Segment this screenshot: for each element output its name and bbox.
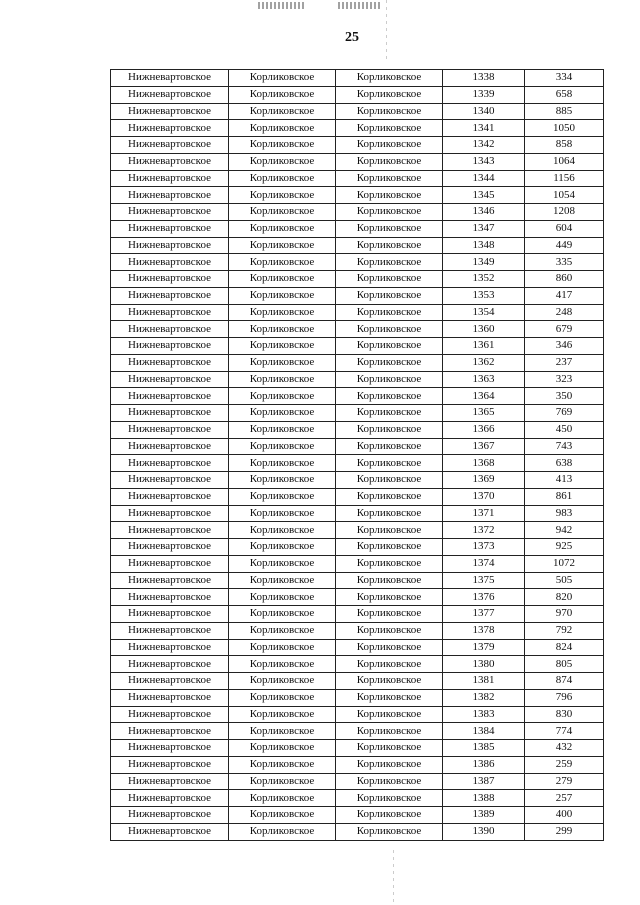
deposit-cell: Корликовское (336, 354, 443, 371)
value-cell: 417 (525, 287, 604, 304)
value-cell: 432 (525, 740, 604, 757)
value-cell: 820 (525, 589, 604, 606)
table-body (111, 70, 604, 841)
deposit-cell: Корликовское (336, 170, 443, 187)
value-cell: 604 (525, 220, 604, 237)
licence-area-cell: Корликовское (229, 421, 336, 438)
number-cell: 1372 (443, 522, 525, 539)
value-cell: 769 (525, 405, 604, 422)
field-cell: Нижневартовское (111, 287, 229, 304)
licence-area-cell: Корликовское (229, 555, 336, 572)
licence-area-cell: Корликовское (229, 388, 336, 405)
licence-area-cell: Корликовское (229, 220, 336, 237)
number-cell: 1368 (443, 455, 525, 472)
value-cell: 792 (525, 622, 604, 639)
licence-area-cell: Корликовское (229, 153, 336, 170)
field-cell: Нижневартовское (111, 304, 229, 321)
licence-area-cell: Корликовское (229, 790, 336, 807)
table-row (111, 304, 604, 321)
deposit-cell: Корликовское (336, 237, 443, 254)
licence-area-cell: Корликовское (229, 740, 336, 757)
deposit-cell: Корликовское (336, 488, 443, 505)
field-cell: Нижневартовское (111, 137, 229, 154)
value-cell: 323 (525, 371, 604, 388)
table-row (111, 773, 604, 790)
value-cell: 259 (525, 756, 604, 773)
deposit-cell: Корликовское (336, 220, 443, 237)
table-row (111, 170, 604, 187)
licence-area-cell: Корликовское (229, 338, 336, 355)
value-cell: 299 (525, 823, 604, 840)
number-cell: 1342 (443, 137, 525, 154)
table-row (111, 153, 604, 170)
licence-area-cell: Корликовское (229, 505, 336, 522)
licence-area-cell: Корликовское (229, 472, 336, 489)
table-row (111, 120, 604, 137)
licence-area-cell: Корликовское (229, 86, 336, 103)
table-row (111, 388, 604, 405)
field-cell: Нижневартовское (111, 421, 229, 438)
field-cell: Нижневартовское (111, 807, 229, 824)
licence-area-cell: Корликовское (229, 120, 336, 137)
table-row (111, 488, 604, 505)
licence-area-cell: Корликовское (229, 455, 336, 472)
licence-area-cell: Корликовское (229, 689, 336, 706)
number-cell: 1383 (443, 706, 525, 723)
table-row (111, 522, 604, 539)
field-cell: Нижневартовское (111, 455, 229, 472)
deposit-cell: Корликовское (336, 706, 443, 723)
number-cell: 1360 (443, 321, 525, 338)
deposit-cell: Корликовское (336, 187, 443, 204)
licence-area-cell: Корликовское (229, 723, 336, 740)
value-cell: 679 (525, 321, 604, 338)
value-cell: 942 (525, 522, 604, 539)
licence-area-cell: Корликовское (229, 488, 336, 505)
table-row (111, 438, 604, 455)
field-cell: Нижневартовское (111, 338, 229, 355)
licence-area-cell: Корликовское (229, 673, 336, 690)
table-row (111, 338, 604, 355)
field-cell: Нижневартовское (111, 823, 229, 840)
deposit-cell: Корликовское (336, 522, 443, 539)
value-cell: 413 (525, 472, 604, 489)
field-cell: Нижневартовское (111, 505, 229, 522)
number-cell: 1340 (443, 103, 525, 120)
number-cell: 1387 (443, 773, 525, 790)
licence-area-cell: Корликовское (229, 204, 336, 221)
value-cell: 350 (525, 388, 604, 405)
field-cell: Нижневартовское (111, 706, 229, 723)
licence-area-cell: Корликовское (229, 254, 336, 271)
deposit-cell: Корликовское (336, 606, 443, 623)
table-row (111, 589, 604, 606)
licence-area-cell: Корликовское (229, 539, 336, 556)
table-row (111, 639, 604, 656)
table-row (111, 354, 604, 371)
value-cell: 970 (525, 606, 604, 623)
value-cell: 400 (525, 807, 604, 824)
deposit-cell: Корликовское (336, 86, 443, 103)
deposit-cell: Корликовское (336, 120, 443, 137)
number-cell: 1369 (443, 472, 525, 489)
licence-area-cell: Корликовское (229, 371, 336, 388)
number-cell: 1370 (443, 488, 525, 505)
field-cell: Нижневартовское (111, 773, 229, 790)
field-cell: Нижневартовское (111, 321, 229, 338)
licence-area-cell: Корликовское (229, 287, 336, 304)
deposit-cell: Корликовское (336, 589, 443, 606)
licence-area-cell: Корликовское (229, 187, 336, 204)
licence-area-cell: Корликовское (229, 639, 336, 656)
deposit-cell: Корликовское (336, 70, 443, 87)
table-row (111, 271, 604, 288)
table-row (111, 622, 604, 639)
number-cell: 1381 (443, 673, 525, 690)
value-cell: 638 (525, 455, 604, 472)
field-cell: Нижневартовское (111, 539, 229, 556)
table-row (111, 103, 604, 120)
licence-area-cell: Корликовское (229, 606, 336, 623)
field-cell: Нижневартовское (111, 86, 229, 103)
number-cell: 1363 (443, 371, 525, 388)
licence-area-cell: Корликовское (229, 405, 336, 422)
number-cell: 1389 (443, 807, 525, 824)
value-cell: 248 (525, 304, 604, 321)
value-cell: 449 (525, 237, 604, 254)
field-cell: Нижневартовское (111, 237, 229, 254)
table-row (111, 472, 604, 489)
licence-area-cell: Корликовское (229, 321, 336, 338)
number-cell: 1367 (443, 438, 525, 455)
registry-table (110, 69, 604, 841)
table-row (111, 371, 604, 388)
field-cell: Нижневартовское (111, 740, 229, 757)
deposit-cell: Корликовское (336, 773, 443, 790)
table-row (111, 706, 604, 723)
table-row (111, 254, 604, 271)
number-cell: 1373 (443, 539, 525, 556)
field-cell: Нижневартовское (111, 689, 229, 706)
value-cell: 505 (525, 572, 604, 589)
number-cell: 1388 (443, 790, 525, 807)
number-cell: 1377 (443, 606, 525, 623)
deposit-cell: Корликовское (336, 622, 443, 639)
field-cell: Нижневартовское (111, 488, 229, 505)
table-row (111, 756, 604, 773)
field-cell: Нижневартовское (111, 790, 229, 807)
number-cell: 1352 (443, 271, 525, 288)
number-cell: 1384 (443, 723, 525, 740)
number-cell: 1354 (443, 304, 525, 321)
deposit-cell: Корликовское (336, 740, 443, 757)
value-cell: 824 (525, 639, 604, 656)
number-cell: 1390 (443, 823, 525, 840)
deposit-cell: Корликовское (336, 455, 443, 472)
table-row (111, 220, 604, 237)
deposit-cell: Корликовское (336, 539, 443, 556)
deposit-cell: Корликовское (336, 438, 443, 455)
value-cell: 796 (525, 689, 604, 706)
licence-area-cell: Корликовское (229, 170, 336, 187)
field-cell: Нижневартовское (111, 187, 229, 204)
field-cell: Нижневартовское (111, 354, 229, 371)
field-cell: Нижневартовское (111, 438, 229, 455)
table-row (111, 405, 604, 422)
deposit-cell: Корликовское (336, 271, 443, 288)
value-cell: 450 (525, 421, 604, 438)
value-cell: 743 (525, 438, 604, 455)
value-cell: 1064 (525, 153, 604, 170)
table-row (111, 321, 604, 338)
table-row (111, 187, 604, 204)
field-cell: Нижневартовское (111, 204, 229, 221)
licence-area-cell: Корликовское (229, 304, 336, 321)
number-cell: 1366 (443, 421, 525, 438)
table-row (111, 421, 604, 438)
licence-area-cell: Корликовское (229, 773, 336, 790)
value-cell: 1156 (525, 170, 604, 187)
deposit-cell: Корликовское (336, 137, 443, 154)
deposit-cell: Корликовское (336, 287, 443, 304)
field-cell: Нижневартовское (111, 756, 229, 773)
licence-area-cell: Корликовское (229, 354, 336, 371)
deposit-cell: Корликовское (336, 823, 443, 840)
licence-area-cell: Корликовское (229, 522, 336, 539)
field-cell: Нижневартовское (111, 606, 229, 623)
field-cell: Нижневартовское (111, 170, 229, 187)
number-cell: 1346 (443, 204, 525, 221)
table-row (111, 673, 604, 690)
licence-area-cell: Корликовское (229, 823, 336, 840)
deposit-cell: Корликовское (336, 555, 443, 572)
number-cell: 1353 (443, 287, 525, 304)
deposit-cell: Корликовское (336, 321, 443, 338)
scan-artifact-right (338, 2, 380, 9)
value-cell: 885 (525, 103, 604, 120)
field-cell: Нижневартовское (111, 572, 229, 589)
deposit-cell: Корликовское (336, 790, 443, 807)
table-row (111, 555, 604, 572)
deposit-cell: Корликовское (336, 656, 443, 673)
value-cell: 1208 (525, 204, 604, 221)
table-row (111, 790, 604, 807)
licence-area-cell: Корликовское (229, 271, 336, 288)
number-cell: 1378 (443, 622, 525, 639)
number-cell: 1347 (443, 220, 525, 237)
field-cell: Нижневартовское (111, 220, 229, 237)
table-row (111, 237, 604, 254)
table-row (111, 70, 604, 87)
deposit-cell: Корликовское (336, 807, 443, 824)
field-cell: Нижневартовское (111, 589, 229, 606)
table-row (111, 455, 604, 472)
deposit-cell: Корликовское (336, 254, 443, 271)
field-cell: Нижневартовское (111, 522, 229, 539)
number-cell: 1341 (443, 120, 525, 137)
value-cell: 237 (525, 354, 604, 371)
deposit-cell: Корликовское (336, 204, 443, 221)
field-cell: Нижневартовское (111, 639, 229, 656)
licence-area-cell: Корликовское (229, 622, 336, 639)
value-cell: 335 (525, 254, 604, 271)
table-row (111, 723, 604, 740)
value-cell: 860 (525, 271, 604, 288)
deposit-cell: Корликовское (336, 756, 443, 773)
deposit-cell: Корликовское (336, 421, 443, 438)
table-row (111, 807, 604, 824)
number-cell: 1375 (443, 572, 525, 589)
number-cell: 1345 (443, 187, 525, 204)
value-cell: 346 (525, 338, 604, 355)
field-cell: Нижневартовское (111, 656, 229, 673)
deposit-cell: Корликовское (336, 572, 443, 589)
licence-area-cell: Корликовское (229, 706, 336, 723)
field-cell: Нижневартовское (111, 472, 229, 489)
field-cell: Нижневартовское (111, 254, 229, 271)
number-cell: 1382 (443, 689, 525, 706)
value-cell: 257 (525, 790, 604, 807)
licence-area-cell: Корликовское (229, 103, 336, 120)
page-number: 25 (345, 30, 359, 45)
licence-area-cell: Корликовское (229, 572, 336, 589)
deposit-cell: Корликовское (336, 304, 443, 321)
field-cell: Нижневартовское (111, 555, 229, 572)
licence-area-cell: Корликовское (229, 807, 336, 824)
deposit-cell: Корликовское (336, 103, 443, 120)
table-row (111, 86, 604, 103)
licence-area-cell: Корликовское (229, 438, 336, 455)
number-cell: 1364 (443, 388, 525, 405)
number-cell: 1348 (443, 237, 525, 254)
number-cell: 1338 (443, 70, 525, 87)
field-cell: Нижневартовское (111, 723, 229, 740)
value-cell: 858 (525, 137, 604, 154)
scan-artifact-line-bottom (393, 850, 394, 905)
field-cell: Нижневартовское (111, 622, 229, 639)
field-cell: Нижневартовское (111, 271, 229, 288)
licence-area-cell: Корликовское (229, 589, 336, 606)
value-cell: 983 (525, 505, 604, 522)
value-cell: 279 (525, 773, 604, 790)
value-cell: 658 (525, 86, 604, 103)
number-cell: 1365 (443, 405, 525, 422)
table-row (111, 137, 604, 154)
number-cell: 1344 (443, 170, 525, 187)
number-cell: 1376 (443, 589, 525, 606)
field-cell: Нижневартовское (111, 371, 229, 388)
value-cell: 774 (525, 723, 604, 740)
value-cell: 861 (525, 488, 604, 505)
deposit-cell: Корликовское (336, 639, 443, 656)
table-row (111, 572, 604, 589)
table-row (111, 606, 604, 623)
licence-area-cell: Корликовское (229, 137, 336, 154)
table-row (111, 204, 604, 221)
value-cell: 874 (525, 673, 604, 690)
field-cell: Нижневартовское (111, 103, 229, 120)
number-cell: 1386 (443, 756, 525, 773)
value-cell: 1054 (525, 187, 604, 204)
deposit-cell: Корликовское (336, 472, 443, 489)
number-cell: 1380 (443, 656, 525, 673)
deposit-cell: Корликовское (336, 505, 443, 522)
deposit-cell: Корликовское (336, 673, 443, 690)
deposit-cell: Корликовское (336, 153, 443, 170)
field-cell: Нижневартовское (111, 388, 229, 405)
table-row (111, 740, 604, 757)
licence-area-cell: Корликовское (229, 656, 336, 673)
value-cell: 925 (525, 539, 604, 556)
value-cell: 830 (525, 706, 604, 723)
number-cell: 1361 (443, 338, 525, 355)
table-row (111, 823, 604, 840)
deposit-cell: Корликовское (336, 689, 443, 706)
number-cell: 1379 (443, 639, 525, 656)
number-cell: 1371 (443, 505, 525, 522)
value-cell: 1050 (525, 120, 604, 137)
table-row (111, 539, 604, 556)
field-cell: Нижневартовское (111, 673, 229, 690)
field-cell: Нижневартовское (111, 153, 229, 170)
deposit-cell: Корликовское (336, 371, 443, 388)
number-cell: 1349 (443, 254, 525, 271)
table-row (111, 656, 604, 673)
number-cell: 1362 (443, 354, 525, 371)
number-cell: 1343 (443, 153, 525, 170)
table-row (111, 505, 604, 522)
licence-area-cell: Корликовское (229, 70, 336, 87)
deposit-cell: Корликовское (336, 338, 443, 355)
licence-area-cell: Корликовское (229, 237, 336, 254)
field-cell: Нижневартовское (111, 70, 229, 87)
value-cell: 805 (525, 656, 604, 673)
deposit-cell: Корликовское (336, 388, 443, 405)
deposit-cell: Корликовское (336, 723, 443, 740)
value-cell: 1072 (525, 555, 604, 572)
number-cell: 1385 (443, 740, 525, 757)
value-cell: 334 (525, 70, 604, 87)
licence-area-cell: Корликовское (229, 756, 336, 773)
number-cell: 1374 (443, 555, 525, 572)
table-row (111, 287, 604, 304)
field-cell: Нижневартовское (111, 120, 229, 137)
deposit-cell: Корликовское (336, 405, 443, 422)
number-cell: 1339 (443, 86, 525, 103)
scan-artifact-left (258, 2, 306, 9)
field-cell: Нижневартовское (111, 405, 229, 422)
table-row (111, 689, 604, 706)
